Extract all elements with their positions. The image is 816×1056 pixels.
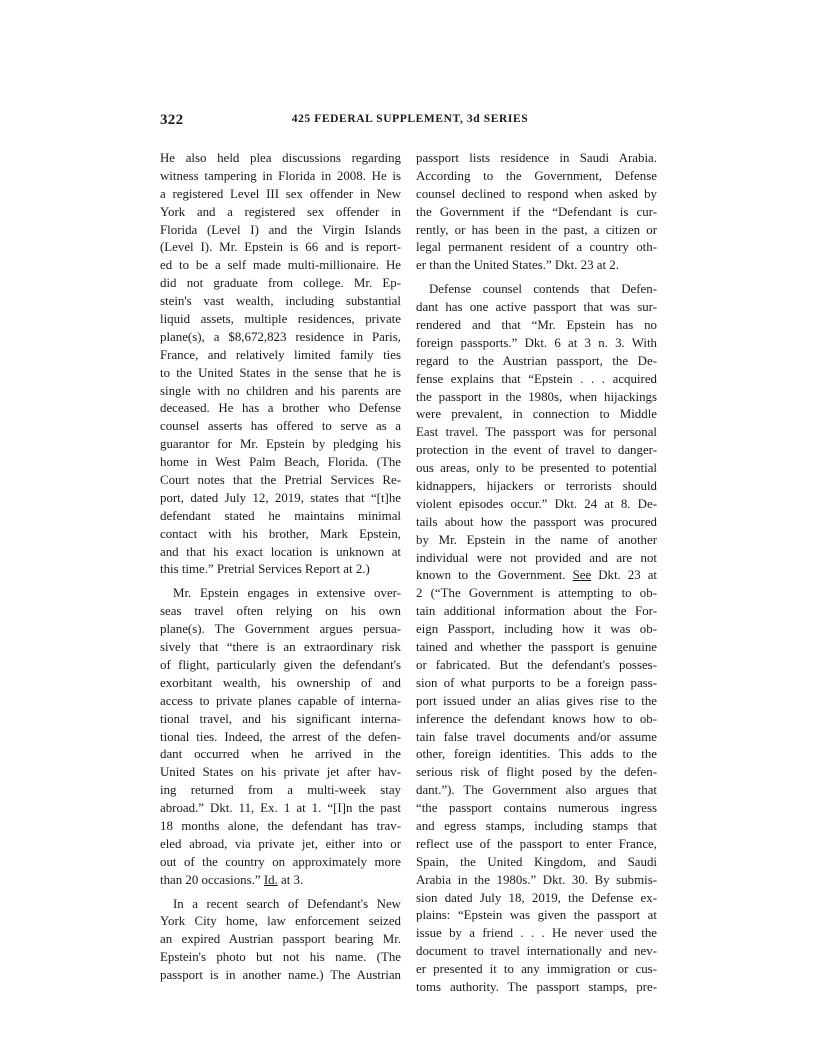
- text-fragment: than 20 occasions.”: [160, 872, 261, 887]
- text-line: [160, 872, 401, 890]
- text-line: toms authority. The passport stamps, pre-: [416, 979, 657, 994]
- text-line: seas travel often relying on his own: [160, 604, 401, 619]
- paragraph: [160, 150, 401, 579]
- text-line: the passport in the 1980s, when hijackings: [416, 389, 657, 404]
- text-line: rendered and that “Mr. Epstein has no: [416, 318, 657, 333]
- paragraph: [416, 281, 657, 997]
- text-line: United States on his private jet after hav-: [160, 765, 401, 780]
- text-line: fense explains that “Epstein . . . acquired: [416, 371, 657, 386]
- text-line: plane(s), a $8,672,823 residence in Paris,: [160, 329, 401, 344]
- text-line: Spain, the United Kingdom, and Saudi: [416, 854, 657, 869]
- text-line: Defense counsel contends that Defen-: [429, 282, 657, 297]
- text-line: legal permanent resident of a country oth-: [416, 240, 657, 255]
- text-line: stein's vast wealth, including substantial: [160, 294, 401, 309]
- text-line: tional travel, and his significant interna-: [160, 711, 401, 726]
- paragraph: [416, 150, 657, 275]
- text-line: tional ties. Indeed, the arrest of the defen-: [160, 729, 401, 744]
- text-line: out of the country on approximately more: [160, 854, 401, 869]
- text-line: York City home, law enforcement seized: [160, 914, 401, 929]
- text-line: an expired Austrian passport bearing Mr.: [160, 932, 401, 947]
- text-line: home in West Palm Beach, Florida. (The: [160, 455, 401, 470]
- text-line: port, dated July 12, 2019, states that “[t]he: [160, 490, 401, 505]
- text-line: plains: “Epstein was given the passport at: [416, 908, 657, 923]
- text-line: abroad.” Dkt. 11, Ex. 1 at 1. “[I]n the past: [160, 801, 401, 816]
- text-line: [416, 567, 657, 585]
- text-line: passport lists residence in Saudi Arabia.: [416, 151, 657, 165]
- text-fragment: Dkt. 23 at: [591, 568, 657, 583]
- text-line: port issued under an alias gives rise to the: [416, 693, 657, 708]
- text-line: Florida (Level I) and the Virgin Islands: [160, 222, 401, 237]
- text-line: France, and relatively limited family ties: [160, 347, 401, 362]
- text-line: dant occurred when he arrived in the: [160, 747, 401, 762]
- text-line: dant.”). The Government also argues that: [416, 783, 657, 798]
- left-column: [160, 150, 401, 985]
- text-line: this time.” Pretrial Services Report at 2.): [160, 562, 370, 577]
- text-line: kidnappers, hijackers or terrorists should: [416, 479, 657, 494]
- text-line: of flight, particularly given the defendant's: [160, 657, 401, 672]
- text-line: (Level I). Mr. Epstein is 66 and is report-: [160, 240, 401, 255]
- text-line: a registered Level III sex offender in New: [160, 186, 401, 201]
- page-number: 322: [160, 112, 184, 128]
- text-line: inference the defendant knows how to ob-: [416, 711, 657, 726]
- text-line: eled abroad, via private jet, either into or: [160, 836, 401, 851]
- citation-id: Id.: [263, 872, 278, 887]
- text-line: or fabricated. But the defendant's posses-: [416, 657, 657, 672]
- text-line: sively that “there is an extraordinary risk: [160, 640, 401, 655]
- text-line: 2 (“The Government is attempting to ob-: [416, 586, 657, 601]
- text-line: were prevalent, in connection to Middle: [416, 407, 657, 422]
- text-line: eign Passport, including how it was ob-: [416, 622, 657, 637]
- running-head: 425 FEDERAL SUPPLEMENT, 3d SERIES: [291, 113, 529, 125]
- text-line: to the United States in the sense that he is: [160, 365, 401, 380]
- text-line: counsel declined to respond when asked by: [416, 186, 657, 201]
- paragraph: [160, 585, 401, 889]
- text-line: rently, or has been in the past, a citizen or: [416, 222, 657, 237]
- text-line: reflect use of the passport to enter France,: [416, 836, 657, 851]
- text-line: and that his exact location is unknown at: [160, 544, 401, 559]
- text-line: York and a registered sex offender in: [160, 204, 401, 219]
- text-line: ous areas, only to be presented to potential: [416, 461, 657, 476]
- text-line: exorbitant wealth, his ownership of and: [160, 675, 401, 690]
- text-line: the Government if the “Defendant is cur-: [416, 204, 657, 219]
- citation-signal: See: [572, 568, 592, 583]
- text-line: and egress stamps, including stamps that: [416, 818, 657, 833]
- text-line: Court notes that the Pretrial Services Re-: [160, 473, 401, 488]
- text-line: individual were not provided and are not: [416, 550, 657, 565]
- text-line: sion of what purports to be a foreign pass-: [416, 675, 657, 690]
- text-line: plane(s). The Government argues persua-: [160, 622, 401, 637]
- text-line: According to the Government, Defense: [416, 168, 657, 183]
- text-line: East travel. The passport was for personal: [416, 425, 657, 440]
- text-line: tained and whether the passport is genuine: [416, 640, 657, 655]
- text-line: He also held plea discussions regarding: [160, 151, 401, 165]
- text-line: Epstein's photo but not his name. (The: [160, 950, 401, 965]
- text-line: protection in the event of travel to danger-: [416, 443, 657, 458]
- text-line: other, foreign identities. This adds to the: [416, 747, 657, 762]
- right-column: [416, 150, 657, 997]
- paragraph: [160, 896, 401, 985]
- text-fragment: known to the Government.: [416, 568, 573, 583]
- text-line: tain additional information about the For-: [416, 604, 657, 619]
- text-line: er presented it to any immigration or cus-: [416, 962, 657, 977]
- text-line: issue by a friend . . . He never used the: [416, 926, 657, 941]
- text-fragment: at 3.: [277, 872, 304, 887]
- text-line: Arabia in the 1980s.” Dkt. 30. By submis-: [416, 872, 657, 887]
- text-line: dant has one active passport that was sur-: [416, 300, 657, 315]
- text-line: tails about how the passport was procured: [416, 514, 657, 529]
- text-line: witness tampering in Florida in 2008. He is: [160, 168, 401, 183]
- text-line: document to travel internationally and nev-: [416, 944, 657, 959]
- text-line: foreign passports.” Dkt. 6 at 3 n. 3. With: [416, 335, 657, 350]
- text-line: “the passport contains numerous ingress: [416, 801, 657, 816]
- text-line: contact with his brother, Mark Epstein,: [160, 526, 401, 541]
- text-line: defendant stated he maintains minimal: [160, 508, 401, 523]
- text-line: regard to the Austrian passport, the De-: [416, 353, 657, 368]
- text-line: sion dated July 18, 2019, the Defense ex-: [416, 890, 657, 905]
- text-line: passport is in another name.) The Austrian: [160, 968, 401, 983]
- text-line: counsel asserts has offered to serve as a: [160, 419, 401, 434]
- text-line: tain false travel documents and/or assume: [416, 729, 657, 744]
- text-line: violent episodes occur.” Dkt. 24 at 8. De-: [416, 496, 657, 511]
- text-line: serious risk of flight posed by the defen-: [416, 765, 657, 780]
- text-line: Mr. Epstein engages in extensive over-: [173, 586, 401, 601]
- text-line: ing returned from a multi-week stay: [160, 783, 401, 798]
- text-line: guarantor for Mr. Epstein by pledging his: [160, 437, 401, 452]
- text-line: access to private planes capable of interna-: [160, 693, 401, 708]
- text-line: ed to be a self made multi-millionaire. He: [160, 258, 401, 273]
- text-line: by Mr. Epstein in the name of another: [416, 532, 657, 547]
- text-line: did not graduate from college. Mr. Ep-: [160, 276, 401, 291]
- text-line: single with no children and his parents are: [160, 383, 401, 398]
- text-line: er than the United States.” Dkt. 23 at 2.: [416, 258, 619, 273]
- text-line: 18 months alone, the defendant has trav-: [160, 818, 401, 833]
- text-line: deceased. He has a brother who Defense: [160, 401, 401, 416]
- text-line: liquid assets, multiple residences, private: [160, 312, 401, 327]
- text-line: In a recent search of Defendant's New: [173, 896, 401, 911]
